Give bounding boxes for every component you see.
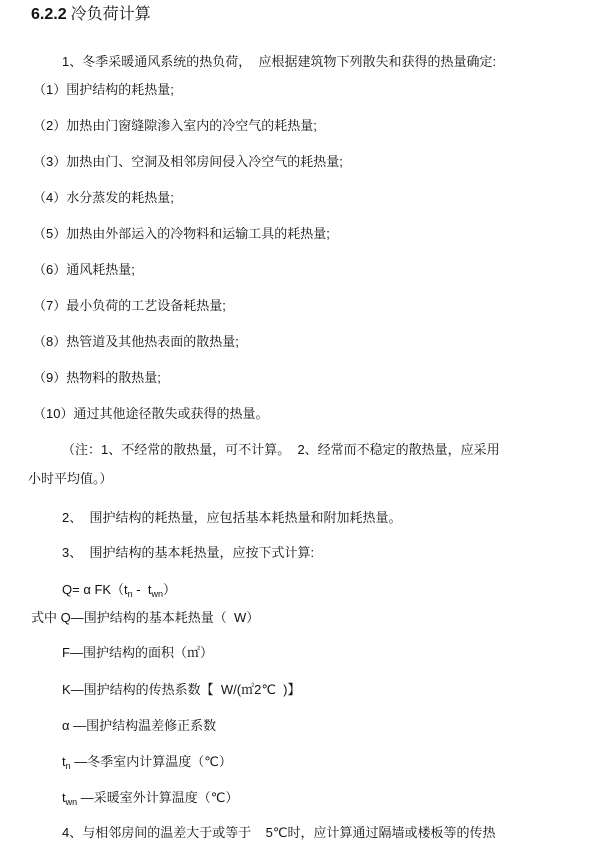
definition-f: F—围护结构的面积（㎡）: [62, 645, 213, 660]
list-item: （8）热管道及其他热表面的散热量;: [33, 334, 239, 349]
symbol-subscript: wn: [65, 797, 78, 807]
paragraph-4: 4、与相邻房间的温差大于或等于 5℃时，应计算通过隔墙或楼板等的传热: [62, 825, 496, 840]
intro-paragraph: 1、冬季采暖通风系统的热负荷， 应根据建筑物下列散失和获得的热量确定:: [62, 54, 497, 69]
list-item: （7）最小负荷的工艺设备耗热量;: [33, 298, 226, 313]
paragraph-2: 2、 围护结构的耗热量，应包括基本耗热量和附加耗热量。: [62, 510, 402, 525]
list-item: （2）加热由门窗缝隙渗入室内的冷空气的耗热量;: [33, 118, 317, 133]
formula-part: Q= α FK（t: [62, 582, 128, 597]
definition-tn: [62, 754, 232, 770]
note-line-1: （注：1、不经常的散热量，可不计算。 2、经常而不稳定的散热量，应采用: [62, 442, 500, 457]
list-item: （1）围护结构的耗热量;: [33, 82, 174, 97]
list-item: （9）热物料的散热量;: [33, 370, 161, 385]
formula-part: ）: [162, 582, 176, 597]
definition-k: K—围护结构的传热系数【 W/(㎡2℃ )】: [62, 682, 301, 697]
formula-subscript: n: [127, 589, 133, 599]
section-title: 冷负荷计算: [70, 6, 151, 23]
where-line: 式中 Q—围护结构的基本耗热量（ W）: [31, 610, 260, 625]
definition-alpha: α —围护结构温差修正系数: [62, 718, 217, 733]
paragraph-3: 3、 围护结构的基本耗热量，应按下式计算:: [62, 545, 315, 560]
note-line-2: 小时平均值。）: [28, 471, 113, 486]
definition-text: —冬季室内计算温度（℃）: [70, 754, 232, 769]
symbol-subscript: n: [65, 761, 71, 771]
section-heading: [31, 7, 151, 23]
definition-text: —采暖室外计算温度（℃）: [77, 790, 239, 805]
section-number: 6.2.2: [31, 6, 67, 23]
formula: [62, 582, 176, 598]
list-item: （6）通风耗热量;: [33, 262, 135, 277]
list-item: （4）水分蒸发的耗热量;: [33, 190, 174, 205]
list-item: （3）加热由门、空洞及相邻房间侵入冷空气的耗热量;: [33, 154, 343, 169]
symbol: t: [62, 754, 66, 769]
list-item: （10）通过其他途径散失或获得的热量。: [33, 406, 269, 421]
definition-twn: [62, 790, 238, 806]
list-item: （5）加热由外部运入的冷物料和运输工具的耗热量;: [33, 226, 330, 241]
symbol: t: [62, 790, 66, 805]
formula-subscript: wn: [151, 589, 163, 599]
formula-part: - t: [132, 582, 152, 597]
